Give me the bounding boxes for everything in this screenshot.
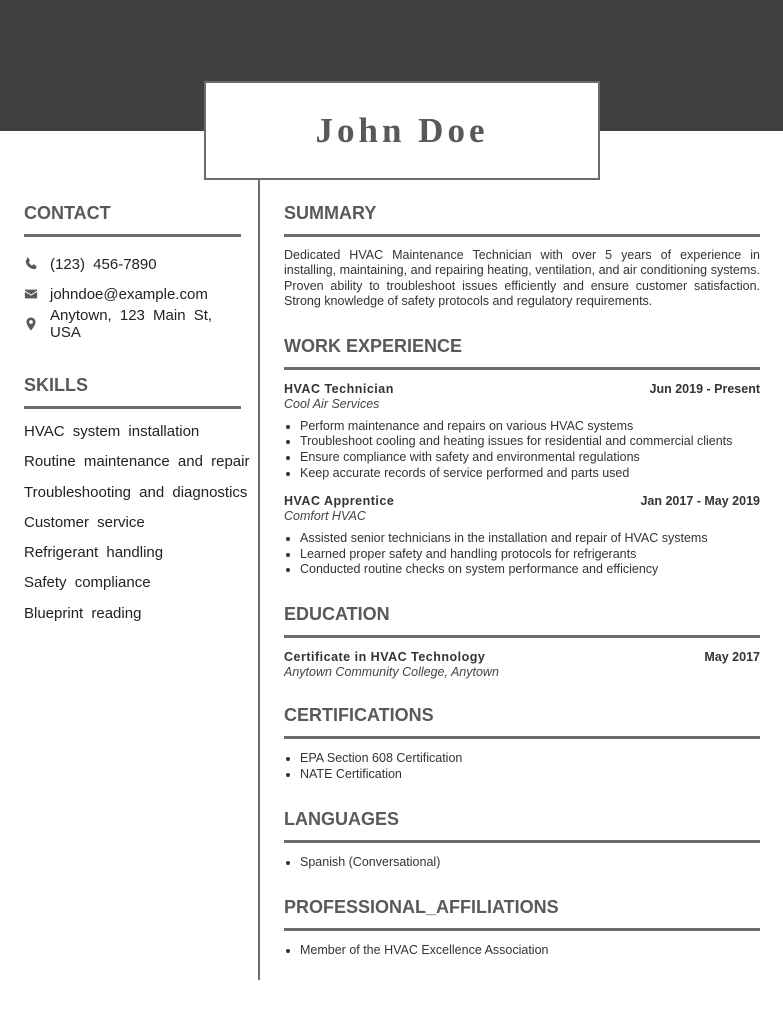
certification-item: • EPA Section 608 Certification [300, 751, 760, 767]
contact-email [24, 279, 241, 309]
skill-item: Safety compliance [24, 574, 151, 592]
certifications-heading: CERTIFICATIONS [284, 705, 760, 739]
languages-section [284, 809, 760, 871]
job-entry [284, 382, 760, 482]
phone-text: (123) 456-7890 [50, 255, 157, 273]
affiliation-item: • Member of the HVAC Excellence Association [300, 943, 760, 959]
skill-item: Customer service [24, 513, 145, 531]
address-text: Anytown, 123 Main St, USA [50, 307, 213, 341]
education-heading: EDUCATION [284, 604, 760, 638]
skills-section [24, 375, 250, 629]
right-column [284, 203, 760, 958]
job-bullets [284, 531, 760, 578]
skill-item: Blueprint reading [24, 604, 142, 622]
summary-section [284, 203, 760, 310]
contact-address [24, 309, 241, 339]
experience-heading: WORK EXPERIENCE [284, 336, 760, 370]
contact-phone [24, 249, 241, 279]
job-dates: Jan 2017 - May 2019 [640, 493, 760, 508]
contact-list [24, 249, 241, 339]
job-bullet: • Conducted routine checks on system performance and efficiency [300, 562, 760, 578]
skill-item: Troubleshooting and diagnostics [24, 483, 248, 501]
candidate-name: John Doe [315, 110, 489, 150]
job-bullet: • Perform maintenance and repairs on various HVAC systems [300, 419, 760, 435]
education-entry [284, 650, 760, 679]
affiliations-heading: PROFESSIONAL_AFFILIATIONS [284, 897, 760, 931]
job-bullet: • Assisted senior technicians in the installation and repair of HVAC systems [300, 531, 760, 547]
job-title: HVAC Technician [284, 381, 394, 396]
job-bullet: • Learned proper safety and handling protocols for refrigerants [300, 547, 760, 563]
job-dates: Jun 2019 - Present [649, 381, 760, 396]
skill-item: Routine maintenance and repair [24, 453, 250, 471]
certification-list [284, 751, 760, 783]
name-box [204, 81, 600, 180]
certification-item: • NATE Certification [300, 767, 760, 783]
skills-heading: SKILLS [24, 375, 241, 409]
job-company: Comfort HVAC [284, 508, 366, 523]
languages-heading: LANGUAGES [284, 809, 760, 843]
job-bullet: • Ensure compliance with safety and environmental regulations [300, 450, 760, 466]
affiliations-section [284, 897, 760, 959]
summary-text: Dedicated HVAC Maintenance Technician with over 5 years of experience in installing, maintaining, and repairing heating, ventilation, and air conditioning systems. Proven ability to troubleshoot issues efficiently and ensure customer satisfaction. Strong knowledge of safety protocols and regulatory requirements. [284, 248, 760, 309]
job-title: HVAC Apprentice [284, 493, 395, 508]
skill-list [24, 417, 250, 629]
job-bullets [284, 419, 760, 482]
school: Anytown Community College, Anytown [284, 665, 499, 680]
language-item: • Spanish (Conversational) [300, 855, 760, 871]
affiliation-list [284, 943, 760, 959]
contact-section [24, 203, 241, 339]
job-bullet: • Troubleshoot cooling and heating issues for residential and commercial clients [300, 434, 760, 450]
job-company: Cool Air Services [284, 396, 380, 411]
certifications-section [284, 705, 760, 783]
job-bullet: • Keep accurate records of service performed and parts used [300, 466, 760, 482]
skill-item: HVAC system installation [24, 423, 200, 440]
summary-heading: SUMMARY [284, 203, 760, 237]
phone-icon [24, 257, 38, 271]
job-entry [284, 494, 760, 578]
email-text: johndoe@example.com [50, 285, 208, 303]
experience-section [284, 336, 760, 579]
skill-item: Refrigerant handling [24, 544, 164, 562]
contact-heading: CONTACT [24, 203, 241, 237]
column-divider [258, 178, 260, 980]
left-column [24, 203, 250, 629]
degree: Certificate in HVAC Technology [284, 650, 486, 665]
language-list [284, 855, 760, 871]
map-marker-icon [24, 317, 38, 331]
education-date: May 2017 [704, 650, 760, 665]
envelope-icon [24, 287, 38, 301]
education-section [284, 604, 760, 679]
